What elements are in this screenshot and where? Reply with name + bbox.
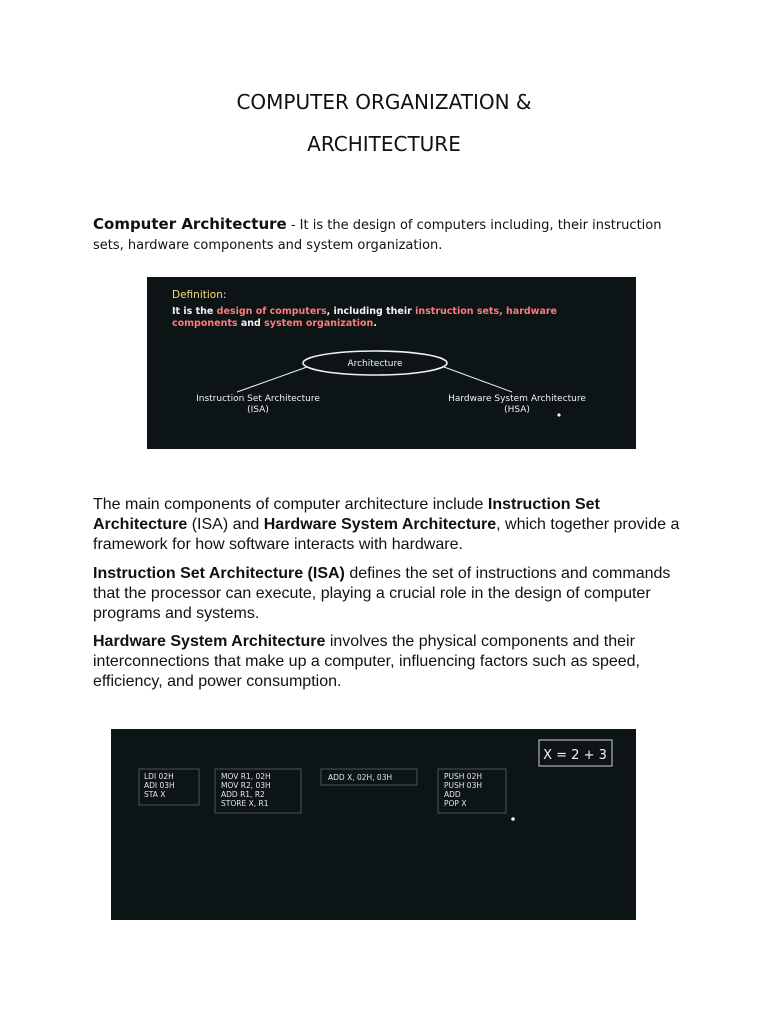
box4-line-4: POP X [444,799,467,808]
slide-definition-heading: Definition: [172,289,227,301]
definition-slide-diagram [147,277,636,449]
para1-text-1: The main components of computer architecture include [93,496,488,513]
para2-text: defines the set of instructions and commands that the processor can execute, playing a crucial role in the design of computer programs and systems. [93,565,671,622]
box1-line-3: STA X [144,790,166,799]
para1-text-3: , which together provide a framework for how software interacts with hardware. [93,516,680,553]
box2-line-3: ADD R1, R2 [221,790,265,799]
slide-line2-part-a: components [172,318,238,329]
para3-bold-hsa: Hardware System Architecture [93,633,326,650]
slide-line1-part-d: instruction sets [415,306,500,317]
cursor-dot [557,413,560,416]
box4-line-2: PUSH 03H [444,781,482,790]
isa-paragraph [93,564,683,624]
box4-line-3: ADD [444,790,461,799]
arrow-to-hsa [444,367,512,392]
slide-line1-part-e: , hardware [499,306,557,317]
box1-line-2: ADI 03H [144,781,175,790]
isa-node-line-1: Instruction Set Architecture [196,394,320,404]
hsa-node-line-2: (HSA) [504,405,530,415]
para3-text: involves the physical components and their interconnections that make up a computer, influencing factors such as speed, efficiency, and power consumption. [93,633,640,690]
box2-line-2: MOV R2, 03H [221,781,271,790]
instruction-examples-slide-image [111,729,636,920]
slide-definition-line-1 [172,306,557,317]
para2-bold-isa: Instruction Set Architecture (ISA) [93,565,345,582]
document-title-line-2: ARCHITECTURE [307,132,461,156]
isa-node-line-2: (ISA) [247,405,269,415]
box3-line-1: ADD X, 02H, 03H [328,773,393,782]
intro-paragraph [93,214,683,256]
slide-line1-part-c: , including their [326,306,416,317]
arrow-to-isa [237,367,307,392]
box2-line-4: STORE X, R1 [221,799,269,808]
para1-text-2: (ISA) and [187,516,264,533]
box2-line-1: MOV R1, 02H [221,772,271,781]
architecture-node-label: Architecture [347,359,403,369]
intro-term: Computer Architecture [93,215,287,233]
slide-line2-part-d: . [373,318,377,329]
slide-line1-part-a: It is the [172,306,217,317]
equation-text: X = 2 + 3 [543,748,607,763]
document-title-line-1: COMPUTER ORGANIZATION & [236,90,532,114]
hsa-node-line-1: Hardware System Architecture [448,394,586,404]
slide-line2-part-c: system organization [264,318,374,329]
hsa-paragraph [93,632,683,692]
cursor-dot-2 [511,817,515,821]
box4-line-1: PUSH 02H [444,772,482,781]
slide-line2-part-b: and [237,318,265,329]
intro-definition: - It is the design of computers including, their instruction sets, hardware components and system organization. [93,218,662,253]
slide-line1-part-b: design of computers [216,306,327,317]
main-components-paragraph [93,495,683,555]
box1-line-1: LDI 02H [144,772,174,781]
instruction-examples-diagram [111,729,636,920]
definition-slide-image [147,277,636,449]
para1-bold-hsa: Hardware System Architecture [263,516,497,533]
para1-bold-isa: Instruction Set Architecture [93,496,600,533]
slide-definition-line-2 [172,318,377,329]
